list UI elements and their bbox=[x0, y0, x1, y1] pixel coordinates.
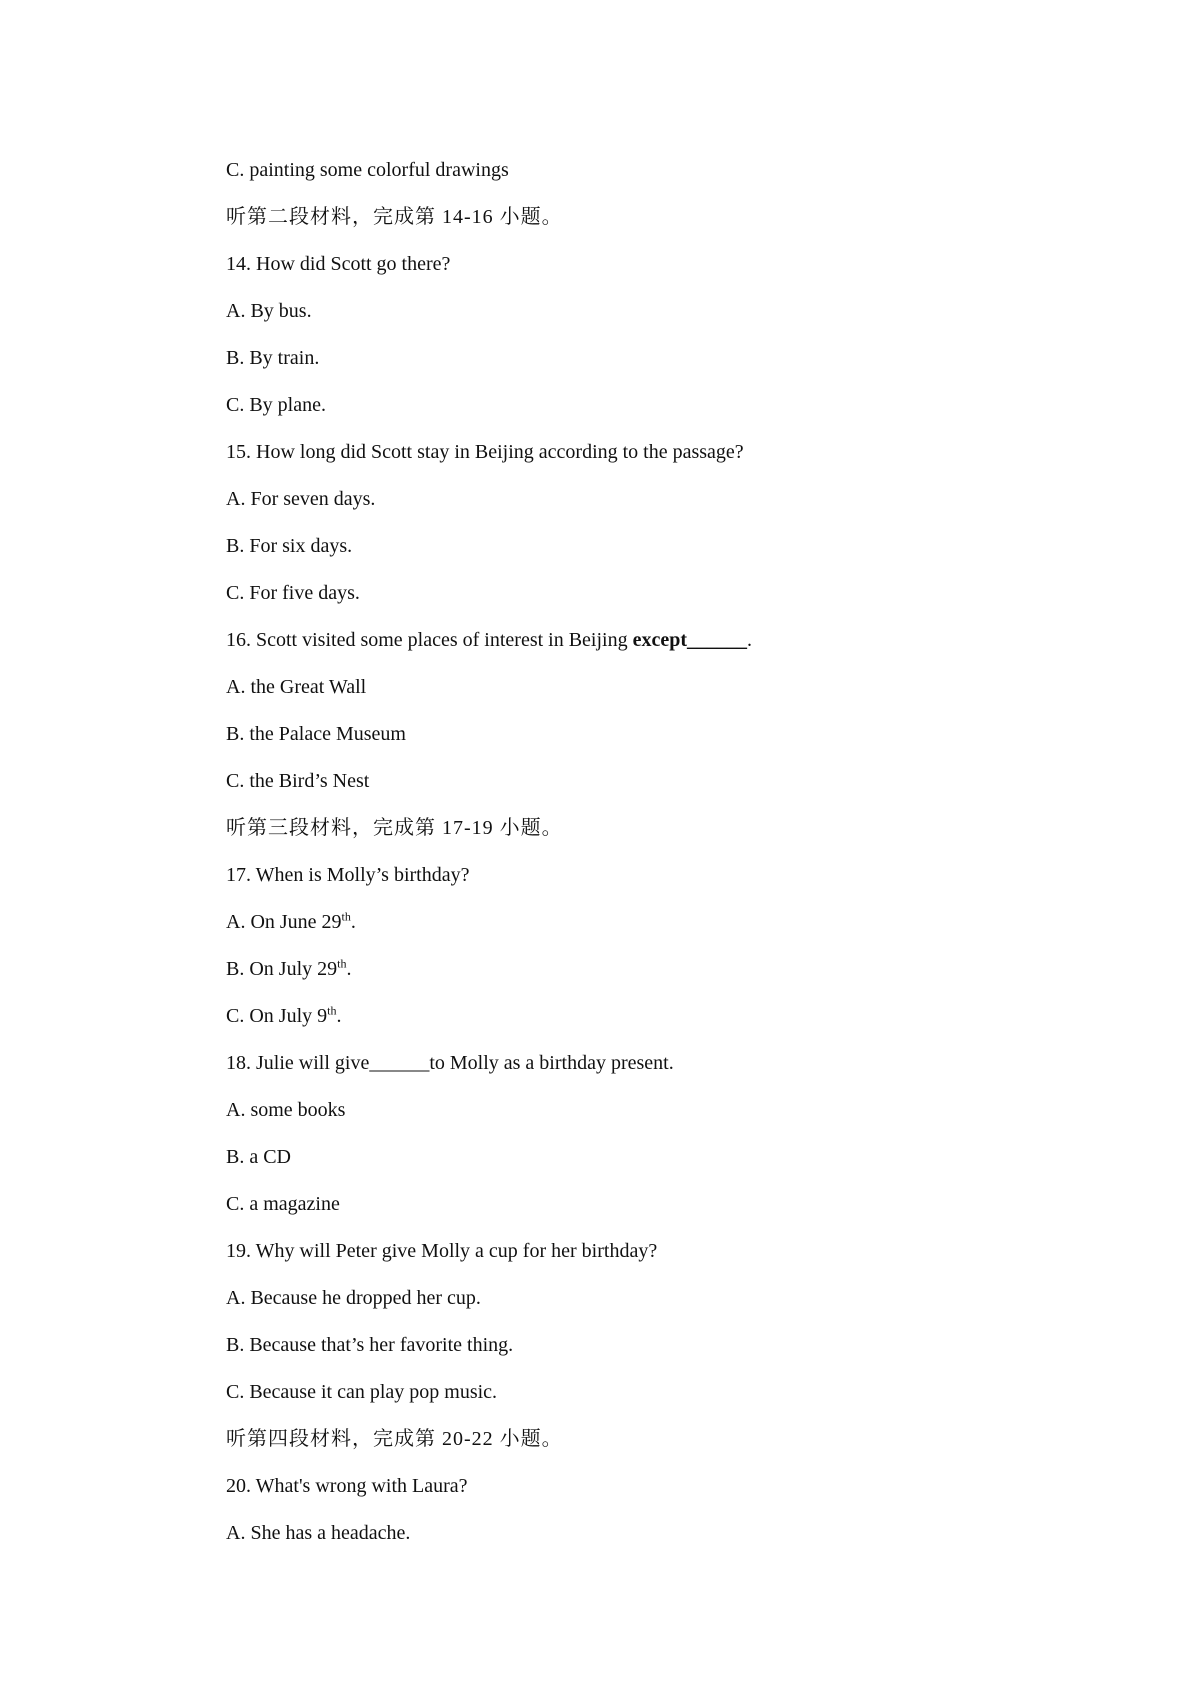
option-13c: C. painting some colorful drawings bbox=[226, 159, 509, 181]
option-17b-sup: th bbox=[337, 956, 347, 971]
option-17b-end: . bbox=[346, 958, 352, 980]
question-16-bold: except______ bbox=[632, 629, 748, 651]
option-18a: A. some books bbox=[226, 1099, 346, 1121]
option-14c: C. By plane. bbox=[226, 394, 326, 416]
question-16-text: 16. Scott visited some places of interest in Beijing bbox=[226, 629, 633, 651]
option-19a: A. Because he dropped her cup. bbox=[226, 1287, 481, 1309]
question-19: 19. Why will Peter give Molly a cup for her birthday? bbox=[226, 1240, 658, 1262]
section-heading-4: 听第四段材料，完成第 20-22 小题。 bbox=[226, 1428, 563, 1450]
option-18c: C. a magazine bbox=[226, 1193, 340, 1215]
option-16a: A. the Great Wall bbox=[226, 676, 367, 698]
option-17a bbox=[226, 909, 356, 935]
option-18b: B. a CD bbox=[226, 1146, 291, 1168]
option-17c-sup: th bbox=[327, 1003, 337, 1018]
option-20a: A. She has a headache. bbox=[226, 1522, 411, 1544]
option-15a: A. For seven days. bbox=[226, 488, 376, 510]
section-heading-3: 听第三段材料，完成第 17-19 小题。 bbox=[226, 817, 563, 839]
option-16c: C. the Bird’s Nest bbox=[226, 770, 370, 792]
option-19b: B. Because that’s her favorite thing. bbox=[226, 1334, 514, 1356]
option-17c-text: C. On July 9 bbox=[226, 1005, 328, 1027]
option-17b bbox=[226, 956, 351, 982]
option-15b: B. For six days. bbox=[226, 535, 353, 557]
question-14: 14. How did Scott go there? bbox=[226, 253, 451, 275]
question-18: 18. Julie will give______to Molly as a birthday present. bbox=[226, 1052, 674, 1074]
option-15c: C. For five days. bbox=[226, 582, 360, 604]
question-16-end: . bbox=[747, 629, 753, 651]
question-16 bbox=[226, 627, 752, 653]
section-heading-2: 听第二段材料，完成第 14-16 小题。 bbox=[226, 206, 563, 228]
option-17a-text: A. On June 29 bbox=[226, 911, 342, 933]
option-14b: B. By train. bbox=[226, 347, 320, 369]
question-15: 15. How long did Scott stay in Beijing according to the passage? bbox=[226, 441, 744, 463]
option-14a: A. By bus. bbox=[226, 300, 312, 322]
option-19c: C. Because it can play pop music. bbox=[226, 1381, 498, 1403]
option-17c bbox=[226, 1003, 341, 1029]
option-17a-sup: th bbox=[341, 909, 351, 924]
option-17b-text: B. On July 29 bbox=[226, 958, 338, 980]
option-17c-end: . bbox=[336, 1005, 342, 1027]
option-17a-end: . bbox=[350, 911, 356, 933]
question-17: 17. When is Molly’s birthday? bbox=[226, 864, 470, 886]
option-16b: B. the Palace Museum bbox=[226, 723, 406, 745]
question-20: 20. What's wrong with Laura? bbox=[226, 1475, 468, 1497]
